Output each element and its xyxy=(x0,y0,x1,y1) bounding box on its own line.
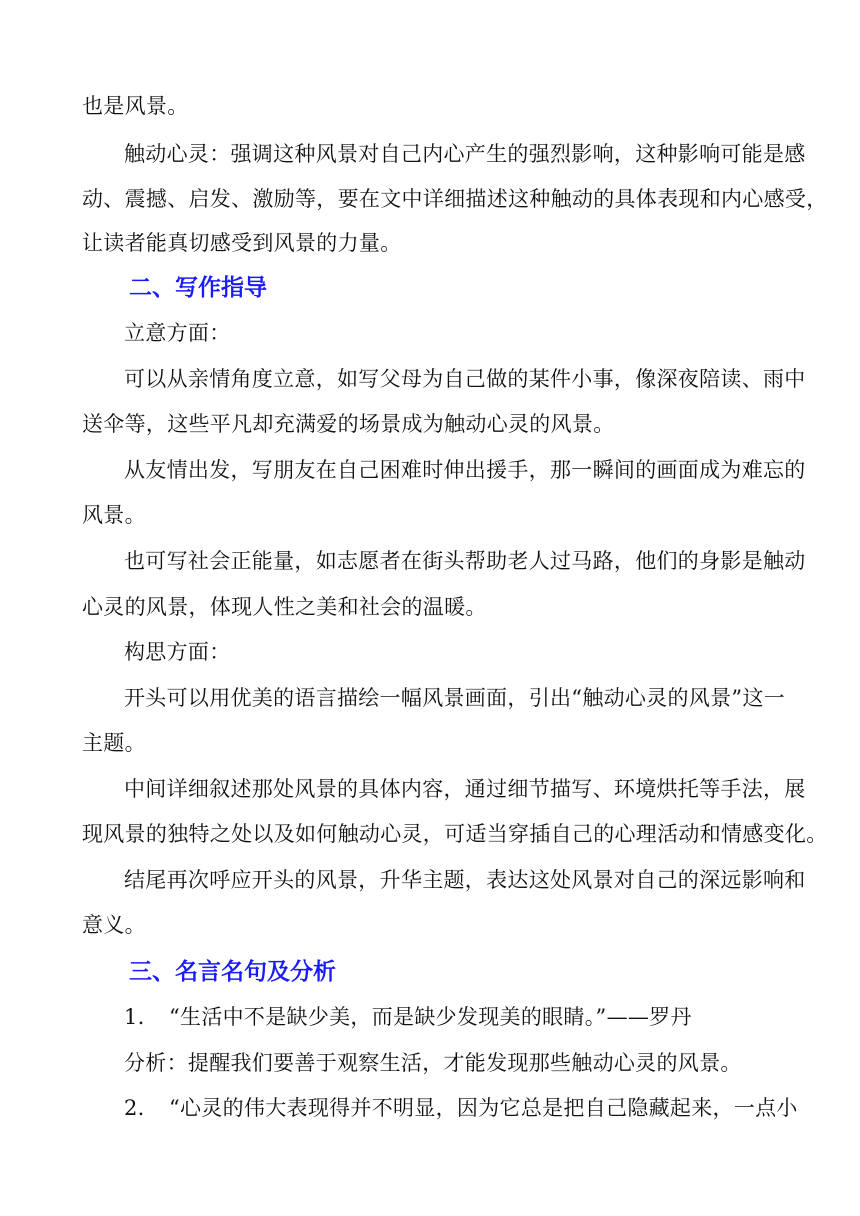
paragraph-line: 可以从亲情角度立意，如写父母为自己做的某件小事，像深夜陪读、雨中 xyxy=(124,367,806,391)
quote-text: “生活中不是缺少美，而是缺少发现美的眼睛。”——罗丹 xyxy=(169,1005,692,1029)
section-heading: 二、写作指导 xyxy=(129,275,267,301)
paragraph-line: 主题。 xyxy=(82,731,146,755)
paragraph-line: 让读者能真切感受到风景的力量。 xyxy=(82,231,402,255)
paragraph-line: 心灵的风景，体现人性之美和社会的温暖。 xyxy=(82,595,487,619)
quote-text: “心灵的伟大表现得并不明显，因为它总是把自己隐藏起来，一点小 xyxy=(169,1096,798,1120)
paragraph-line: 风景。 xyxy=(82,503,146,527)
paragraph-line: 开头可以用优美的语言描绘一幅风景画面，引出“触动心灵的风景”这一 xyxy=(124,686,786,710)
paragraph-line: 动、震撼、启发、激励等，要在文中详细描述这种触动的具体表现和内心感受， xyxy=(82,187,828,211)
quote-number: 2. xyxy=(124,1096,145,1120)
paragraph-line: 也是风景。 xyxy=(82,94,189,118)
sub-label: 立意方面： xyxy=(124,321,231,345)
quote-line xyxy=(124,1093,798,1123)
section-heading: 三、名言名句及分析 xyxy=(129,959,336,985)
paragraph-line: 从友情出发，写朋友在自己困难时伸出援手，那一瞬间的画面成为难忘的 xyxy=(124,458,806,482)
paragraph-line: 现风景的独特之处以及如何触动心灵，可适当穿插自己的心理活动和情感变化。 xyxy=(82,822,828,846)
paragraph-line: 触动心灵：强调这种风景对自己内心产生的强烈影响，这种影响可能是感 xyxy=(124,142,806,166)
sub-label: 构思方面： xyxy=(124,640,231,664)
analysis-line: 分析：提醒我们要善于观察生活，才能发现那些触动心灵的风景。 xyxy=(124,1051,742,1075)
paragraph-line: 送伞等，这些平凡却充满爱的场景成为触动心灵的风景。 xyxy=(82,412,615,436)
paragraph-line: 意义。 xyxy=(82,913,146,937)
quote-line xyxy=(124,1002,788,1032)
paragraph-line: 中间详细叙述那处风景的具体内容，通过细节描写、环境烘托等手法，展 xyxy=(124,777,806,801)
paragraph-line: 也可写社会正能量，如志愿者在街头帮助老人过马路，他们的身影是触动 xyxy=(124,549,806,573)
paragraph-line: 结尾再次呼应开头的风景，升华主题，表达这处风景对自己的深远影响和 xyxy=(124,868,806,892)
quote-number: 1. xyxy=(124,1005,145,1029)
